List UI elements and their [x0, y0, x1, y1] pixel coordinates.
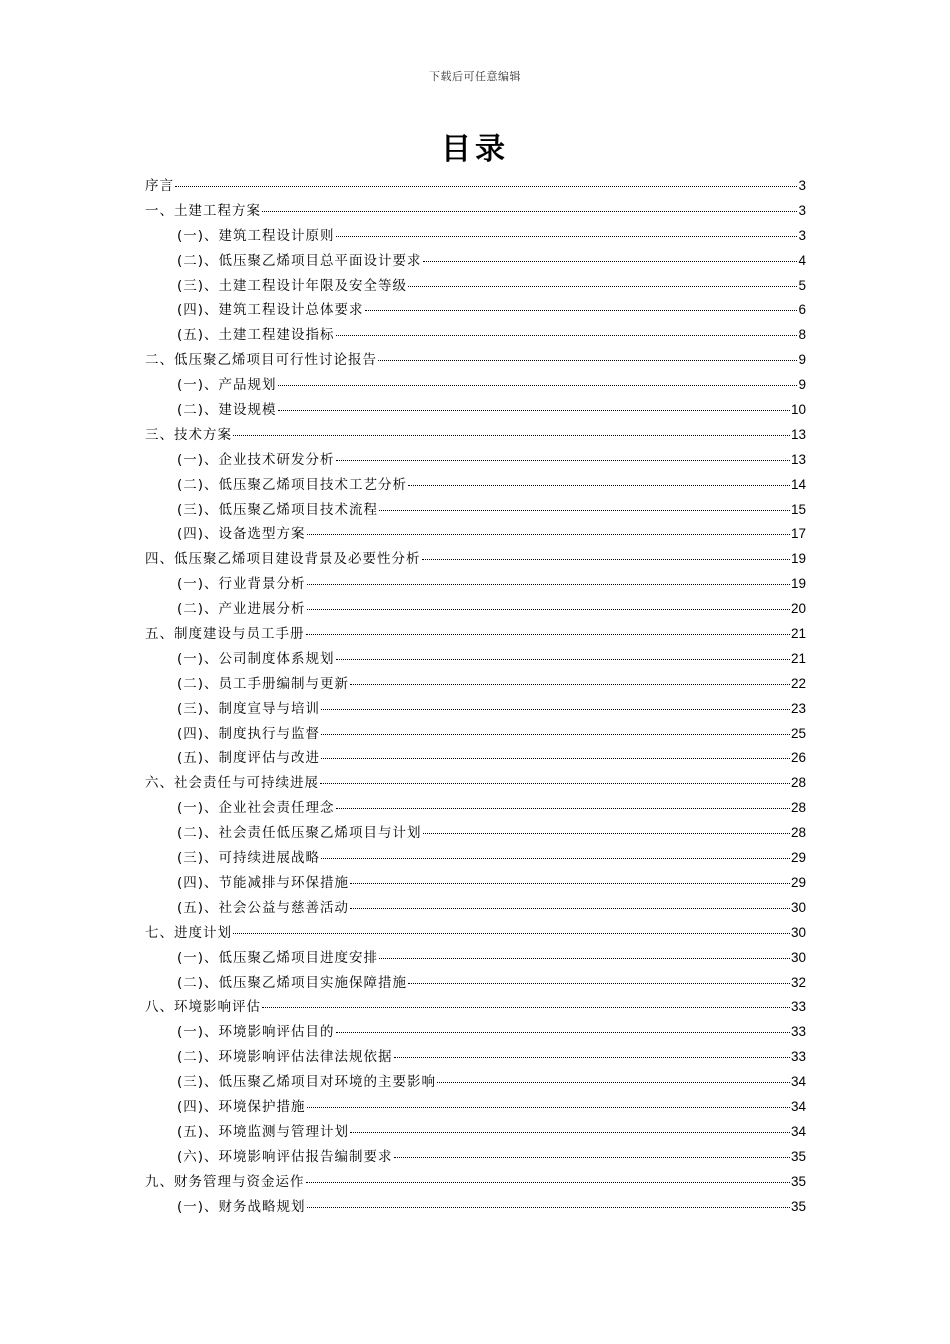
toc-page-number: 30: [790, 899, 806, 915]
toc-dot-leader: [350, 1132, 790, 1133]
toc-page-number: 28: [790, 775, 806, 791]
toc-page-number: 9: [798, 377, 806, 393]
toc-section-entry[interactable]: [145, 423, 806, 448]
toc-dot-leader: [175, 186, 797, 187]
toc-subsection-entry[interactable]: [145, 1145, 806, 1170]
toc-page-number: 23: [790, 700, 806, 716]
toc-page-number: 34: [790, 1074, 806, 1090]
toc-page-number: 6: [798, 302, 806, 318]
toc-page-number: 33: [790, 1024, 806, 1040]
toc-page-number: 13: [790, 426, 806, 442]
toc-entry-label: (三)、制度宣导与培训: [177, 700, 321, 717]
toc-page-number: 22: [790, 675, 806, 691]
toc-page-number: 9: [798, 352, 806, 368]
toc-page-number: 32: [790, 974, 806, 990]
toc-page-number: 29: [790, 850, 806, 866]
toc-subsection-entry[interactable]: [145, 647, 806, 672]
toc-subsection-entry[interactable]: [145, 572, 806, 597]
toc-dot-leader: [262, 211, 797, 212]
toc-entry-label: 序言: [145, 178, 174, 194]
toc-entry-label: (三)、低压聚乙烯项目对环境的主要影响: [177, 1074, 437, 1091]
toc-subsection-entry[interactable]: [145, 224, 806, 249]
toc-section-entry[interactable]: [145, 348, 806, 373]
toc-entry-label: (五)、土建工程建设指标: [177, 327, 335, 344]
toc-dot-leader: [320, 783, 790, 784]
toc-subsection-entry[interactable]: [145, 448, 806, 473]
toc-page-number: 35: [790, 1198, 806, 1214]
toc-page-number: 25: [790, 725, 806, 741]
toc-page-number: 28: [790, 825, 806, 841]
toc-subsection-entry[interactable]: [145, 1070, 806, 1095]
toc-subsection-entry[interactable]: [145, 298, 806, 323]
toc-subsection-entry[interactable]: [145, 1045, 806, 1070]
toc-entry-label: 二、低压聚乙烯项目可行性讨论报告: [145, 352, 377, 369]
toc-subsection-entry[interactable]: [145, 597, 806, 622]
toc-subsection-entry[interactable]: [145, 672, 806, 697]
toc-subsection-entry[interactable]: [145, 1195, 806, 1220]
toc-section-entry[interactable]: [145, 622, 806, 647]
toc-subsection-entry[interactable]: [145, 1120, 806, 1145]
toc-entry-label: (一)、企业社会责任理念: [177, 800, 335, 817]
toc-dot-leader: [278, 385, 798, 386]
toc-entry-label: 六、社会责任与可持续进展: [145, 775, 319, 792]
toc-page-number: 34: [790, 1123, 806, 1139]
toc-dot-leader: [365, 310, 798, 311]
toc-entry-label: (四)、建筑工程设计总体要求: [177, 302, 364, 319]
toc-page-number: 21: [790, 650, 806, 666]
toc-page-number: 35: [790, 1173, 806, 1189]
toc-section-entry[interactable]: [145, 199, 806, 224]
toc-dot-leader: [321, 758, 790, 759]
toc-subsection-entry[interactable]: [145, 796, 806, 821]
toc-subsection-entry[interactable]: [145, 522, 806, 547]
toc-entry-label: (一)、低压聚乙烯项目进度安排: [177, 949, 379, 966]
toc-dot-leader: [350, 883, 790, 884]
toc-page-number: 5: [798, 277, 806, 293]
toc-page-number: 15: [790, 501, 806, 517]
toc-entry-label: (一)、产品规划: [177, 377, 277, 394]
toc-dot-leader: [408, 286, 797, 287]
toc-dot-leader: [336, 460, 790, 461]
toc-dot-leader: [233, 435, 790, 436]
toc-entry-label: (四)、制度执行与监督: [177, 725, 321, 742]
toc-dot-leader: [307, 584, 790, 585]
toc-entry-label: (一)、建筑工程设计原则: [177, 227, 335, 244]
toc-page-number: 29: [790, 874, 806, 890]
toc-entry-label: (三)、低压聚乙烯项目技术流程: [177, 501, 379, 518]
toc-section-entry[interactable]: [145, 771, 806, 796]
toc-dot-leader: [321, 734, 790, 735]
toc-dot-leader: [233, 933, 790, 934]
toc-entry-label: (二)、社会责任低压聚乙烯项目与计划: [177, 825, 422, 842]
toc-subsection-entry[interactable]: [145, 871, 806, 896]
toc-entry-label: (二)、低压聚乙烯项目技术工艺分析: [177, 476, 408, 493]
toc-subsection-entry[interactable]: [145, 274, 806, 299]
toc-dot-leader: [408, 485, 790, 486]
toc-page-number: 14: [790, 476, 806, 492]
toc-entry-label: (三)、土建工程设计年限及安全等级: [177, 277, 408, 294]
toc-dot-leader: [408, 983, 790, 984]
toc-title: 目录: [441, 132, 509, 167]
toc-entry-label: (四)、环境保护措施: [177, 1098, 306, 1115]
toc-page-number: 3: [798, 227, 806, 243]
toc-dot-leader: [379, 958, 790, 959]
toc-dot-leader: [306, 1182, 790, 1183]
toc-entry-label: (一)、环境影响评估目的: [177, 1024, 335, 1041]
toc-dot-leader: [378, 360, 797, 361]
toc-page-number: 28: [790, 800, 806, 816]
toc-subsection-entry[interactable]: [145, 746, 806, 771]
toc-dot-leader: [350, 684, 790, 685]
toc-subsection-entry[interactable]: [145, 896, 806, 921]
toc-dot-leader: [422, 559, 790, 560]
toc-dot-leader: [306, 634, 790, 635]
toc-entry-label: (四)、设备选型方案: [177, 526, 306, 543]
toc-section-entry[interactable]: [145, 921, 806, 946]
toc-entry-label: (二)、低压聚乙烯项目总平面设计要求: [177, 252, 422, 269]
toc-page-number: 30: [790, 924, 806, 940]
toc-page-number: 20: [790, 601, 806, 617]
toc-page-number: 3: [798, 178, 806, 193]
toc-entry-label: (一)、企业技术研发分析: [177, 451, 335, 468]
toc-page-number: 35: [790, 1148, 806, 1164]
toc-subsection-entry[interactable]: [145, 971, 806, 996]
toc-entry-label: (五)、制度评估与改进: [177, 750, 321, 767]
toc-entry-label: 八、环境影响评估: [145, 999, 261, 1016]
toc-entry-label: (二)、产业进展分析: [177, 601, 306, 618]
toc-subsection-entry[interactable]: [145, 846, 806, 871]
toc-entry-label: 九、财务管理与资金运作: [145, 1173, 305, 1190]
toc-dot-leader: [379, 510, 790, 511]
toc-subsection-entry[interactable]: [145, 697, 806, 722]
toc-entry-label: (五)、社会公益与慈善活动: [177, 899, 350, 916]
toc-page-number: 4: [798, 252, 806, 268]
toc-entry-label: (二)、低压聚乙烯项目实施保障措施: [177, 974, 408, 991]
toc-entry-label: 五、制度建设与员工手册: [145, 626, 305, 643]
toc-dot-leader: [350, 908, 790, 909]
toc-section-entry[interactable]: [145, 995, 806, 1020]
toc-page-number: 17: [790, 526, 806, 542]
toc-dot-leader: [321, 709, 790, 710]
toc-entry-label: (一)、公司制度体系规划: [177, 650, 335, 667]
toc-subsection-entry[interactable]: [145, 473, 806, 498]
toc-entry-label: 一、土建工程方案: [145, 202, 261, 219]
toc-entry-label: 七、进度计划: [145, 924, 232, 941]
toc-dot-leader: [394, 1057, 790, 1058]
toc-entry-label: (四)、节能减排与环保措施: [177, 874, 350, 891]
toc-section-entry[interactable]: [145, 547, 806, 572]
toc-dot-leader: [307, 609, 790, 610]
toc-dot-leader: [394, 1157, 790, 1158]
toc-section-entry[interactable]: [145, 174, 806, 199]
toc-dot-leader: [336, 236, 798, 237]
toc-subsection-entry[interactable]: [145, 1095, 806, 1120]
toc-subsection-entry[interactable]: [145, 323, 806, 348]
table-of-contents: [145, 174, 806, 1219]
toc-dot-leader: [423, 833, 790, 834]
toc-entry-label: (五)、环境监测与管理计划: [177, 1123, 350, 1140]
toc-entry-label: (二)、建设规模: [177, 402, 277, 419]
toc-entry-label: (一)、财务战略规划: [177, 1198, 306, 1215]
toc-dot-leader: [262, 1007, 790, 1008]
toc-dot-leader: [336, 659, 790, 660]
toc-page-number: 19: [790, 576, 806, 592]
toc-dot-leader: [307, 1107, 790, 1108]
toc-dot-leader: [307, 1207, 790, 1208]
toc-entry-label: (二)、员工手册编制与更新: [177, 675, 350, 692]
toc-entry-label: 四、低压聚乙烯项目建设背景及必要性分析: [145, 551, 421, 568]
toc-entry-label: (三)、可持续进展战略: [177, 850, 321, 867]
toc-dot-leader: [278, 410, 790, 411]
toc-dot-leader: [307, 534, 790, 535]
toc-entry-label: (六)、环境影响评估报告编制要求: [177, 1148, 393, 1165]
toc-dot-leader: [336, 1032, 790, 1033]
toc-page-number: 26: [790, 750, 806, 766]
toc-subsection-entry[interactable]: [145, 498, 806, 523]
toc-page-number: 34: [790, 1098, 806, 1114]
toc-page-number: 10: [790, 402, 806, 418]
toc-subsection-entry[interactable]: [145, 821, 806, 846]
toc-entry-label: (一)、行业背景分析: [177, 576, 306, 593]
toc-page-number: 30: [790, 949, 806, 965]
toc-subsection-entry[interactable]: [145, 249, 806, 274]
toc-dot-leader: [321, 858, 790, 859]
toc-dot-leader: [336, 335, 798, 336]
toc-section-entry[interactable]: [145, 1170, 806, 1195]
toc-subsection-entry[interactable]: [145, 722, 806, 747]
toc-page-number: 33: [790, 1049, 806, 1065]
toc-page-number: 8: [798, 327, 806, 343]
toc-entry-label: (二)、环境影响评估法律法规依据: [177, 1049, 393, 1066]
toc-dot-leader: [336, 808, 790, 809]
toc-subsection-entry[interactable]: [145, 398, 806, 423]
toc-page-number: 13: [790, 451, 806, 467]
toc-page-number: 33: [790, 999, 806, 1015]
toc-page-number: 3: [798, 202, 806, 218]
toc-page-number: 19: [790, 551, 806, 567]
toc-subsection-entry[interactable]: [145, 373, 806, 398]
toc-page-number: 21: [790, 626, 806, 642]
toc-dot-leader: [423, 261, 798, 262]
toc-entry-label: 三、技术方案: [145, 426, 232, 443]
toc-subsection-entry[interactable]: [145, 1020, 806, 1045]
toc-dot-leader: [437, 1082, 790, 1083]
toc-subsection-entry[interactable]: [145, 946, 806, 971]
page-header-note: 下载后可任意编辑: [429, 70, 521, 83]
